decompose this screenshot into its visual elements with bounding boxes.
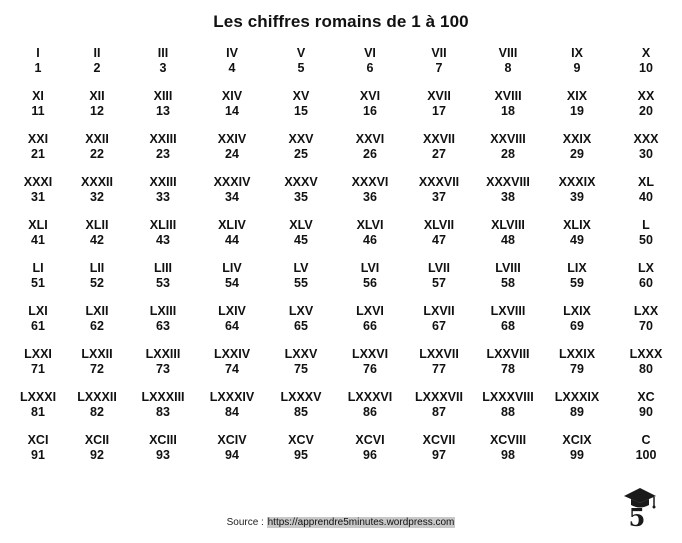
arabic-number: 95 xyxy=(294,448,308,462)
arabic-number: 92 xyxy=(90,448,104,462)
roman-numeral: XXVI xyxy=(355,132,385,146)
roman-numeral: LXI xyxy=(28,304,48,318)
roman-numeral: XXI xyxy=(27,132,49,146)
arabic-number: 46 xyxy=(363,233,377,247)
roman-numeral: LXXVII xyxy=(419,347,459,361)
roman-numeral: XV xyxy=(292,89,310,103)
roman-numeral: LXXVI xyxy=(351,347,389,361)
roman-numeral: LV xyxy=(293,261,309,275)
numeral-cell xyxy=(601,433,682,463)
roman-numeral: XVIII xyxy=(494,89,522,103)
roman-numeral: XLIX xyxy=(563,218,591,232)
arabic-number: 97 xyxy=(432,448,446,462)
roman-numeral: LIII xyxy=(153,261,173,275)
numeral-row xyxy=(0,304,682,347)
arabic-number: 39 xyxy=(570,190,584,204)
arabic-number: 40 xyxy=(639,190,653,204)
roman-numeral: X xyxy=(641,46,651,60)
numeral-row xyxy=(0,89,682,132)
arabic-number: 11 xyxy=(31,104,45,118)
roman-numeral: VII xyxy=(431,46,447,60)
roman-numeral: XCIX xyxy=(562,433,592,447)
arabic-number: 63 xyxy=(156,319,170,333)
arabic-number: 83 xyxy=(156,405,170,419)
roman-numeral: XVI xyxy=(359,89,381,103)
roman-numeral: L xyxy=(642,218,650,232)
source-line xyxy=(0,517,682,528)
roman-numeral: LXIX xyxy=(563,304,591,318)
arabic-number: 59 xyxy=(570,276,584,290)
roman-numeral: XLVII xyxy=(423,218,455,232)
arabic-number: 78 xyxy=(501,362,515,376)
source-url-link[interactable]: https://apprendre5minutes.wordpress.com xyxy=(267,517,455,528)
arabic-number: 1 xyxy=(34,61,42,75)
roman-numeral: XCIV xyxy=(217,433,247,447)
roman-numeral: LXXII xyxy=(81,347,113,361)
numeral-row xyxy=(0,218,682,261)
roman-numeral: LXXXIII xyxy=(141,390,185,404)
roman-numeral: V xyxy=(296,46,306,60)
arabic-number: 15 xyxy=(294,104,308,118)
arabic-number: 31 xyxy=(31,190,45,204)
roman-numeral: IX xyxy=(571,46,583,60)
roman-numeral: XXVII xyxy=(423,132,455,146)
arabic-number: 42 xyxy=(90,233,104,247)
arabic-number: 36 xyxy=(363,190,377,204)
arabic-number: 2 xyxy=(93,61,101,75)
numeral-row xyxy=(0,390,682,433)
roman-numeral: XCII xyxy=(84,433,110,447)
roman-numeral: II xyxy=(93,46,101,60)
arabic-number: 30 xyxy=(639,147,653,161)
numeral-row xyxy=(0,46,682,89)
arabic-number: 84 xyxy=(225,405,239,419)
arabic-number: 13 xyxy=(156,104,170,118)
roman-numeral: XCV xyxy=(288,433,314,447)
arabic-number: 48 xyxy=(501,233,515,247)
arabic-number: 17 xyxy=(432,104,446,118)
roman-numeral: VI xyxy=(364,46,376,60)
roman-numeral: LII xyxy=(89,261,105,275)
arabic-number: 61 xyxy=(31,319,45,333)
arabic-number: 9 xyxy=(573,61,581,75)
arabic-number: 49 xyxy=(570,233,584,247)
roman-numeral: XXXII xyxy=(81,175,113,189)
roman-numeral: LXXXVII xyxy=(415,390,463,404)
roman-numeral: XXXVIII xyxy=(486,175,530,189)
arabic-number: 38 xyxy=(501,190,515,204)
arabic-number: 33 xyxy=(156,190,170,204)
arabic-number: 19 xyxy=(570,104,584,118)
arabic-number: 24 xyxy=(225,147,239,161)
arabic-number: 85 xyxy=(294,405,308,419)
arabic-number: 35 xyxy=(294,190,308,204)
roman-numeral: XXVIII xyxy=(490,132,526,146)
arabic-number: 89 xyxy=(570,405,584,419)
arabic-number: 52 xyxy=(90,276,104,290)
numeral-cell xyxy=(601,132,682,162)
arabic-number: 20 xyxy=(639,104,653,118)
roman-numeral: XXX xyxy=(633,132,659,146)
roman-numeral: XI xyxy=(32,89,44,103)
arabic-number: 25 xyxy=(294,147,308,161)
roman-numeral: XIX xyxy=(566,89,588,103)
arabic-number: 99 xyxy=(570,448,584,462)
numeral-cell xyxy=(601,218,682,248)
roman-numeral: LXXIX xyxy=(558,347,596,361)
arabic-number: 81 xyxy=(31,405,45,419)
arabic-number: 54 xyxy=(225,276,239,290)
roman-numeral: XXIII xyxy=(149,175,177,189)
roman-numeral: LXV xyxy=(288,304,314,318)
roman-numeral: LVI xyxy=(360,261,380,275)
arabic-number: 60 xyxy=(639,276,653,290)
roman-numeral: XLVIII xyxy=(491,218,525,232)
arabic-number: 71 xyxy=(31,362,45,376)
arabic-number: 65 xyxy=(294,319,308,333)
arabic-number: 43 xyxy=(156,233,170,247)
page-title: Les chiffres romains de 1 à 100 xyxy=(213,12,469,31)
roman-numeral: I xyxy=(36,46,40,60)
arabic-number: 93 xyxy=(156,448,170,462)
arabic-number: 21 xyxy=(31,147,45,161)
roman-numeral: XXXV xyxy=(284,175,318,189)
arabic-number: 74 xyxy=(225,362,239,376)
roman-numeral: XLI xyxy=(28,218,48,232)
arabic-number: 67 xyxy=(432,319,446,333)
roman-numeral: XXXVII xyxy=(418,175,460,189)
arabic-number: 98 xyxy=(501,448,515,462)
roman-numeral: LXXIV xyxy=(213,347,251,361)
roman-numeral: XCIII xyxy=(149,433,177,447)
roman-numeral: LXVIII xyxy=(490,304,526,318)
roman-numeral: III xyxy=(157,46,169,60)
arabic-number: 91 xyxy=(31,448,45,462)
roman-numeral: LXXVIII xyxy=(486,347,530,361)
roman-numeral: XCVII xyxy=(422,433,456,447)
arabic-number: 68 xyxy=(501,319,515,333)
roman-numeral: LIV xyxy=(222,261,242,275)
arabic-number: 27 xyxy=(432,147,446,161)
numeral-cell xyxy=(601,390,682,420)
arabic-number: 72 xyxy=(90,362,104,376)
arabic-number: 5 xyxy=(297,61,305,75)
roman-numeral: XIII xyxy=(153,89,173,103)
roman-numeral: XXV xyxy=(288,132,314,146)
roman-numeral: XLIII xyxy=(149,218,177,232)
roman-numeral: XII xyxy=(89,89,105,103)
roman-numeral: XXXI xyxy=(23,175,53,189)
roman-numeral: XX xyxy=(637,89,655,103)
roman-numeral: LXVI xyxy=(356,304,384,318)
arabic-number: 32 xyxy=(90,190,104,204)
arabic-number: 4 xyxy=(228,61,236,75)
arabic-number: 58 xyxy=(501,276,515,290)
arabic-number: 80 xyxy=(639,362,653,376)
arabic-number: 64 xyxy=(225,319,239,333)
arabic-number: 79 xyxy=(570,362,584,376)
arabic-number: 94 xyxy=(225,448,239,462)
arabic-number: 77 xyxy=(432,362,446,376)
arabic-number: 7 xyxy=(435,61,443,75)
arabic-number: 100 xyxy=(635,448,657,462)
roman-numeral: LXXI xyxy=(24,347,52,361)
roman-numeral: LXII xyxy=(85,304,109,318)
arabic-number: 69 xyxy=(570,319,584,333)
roman-numeral: XLIV xyxy=(218,218,246,232)
arabic-number: 8 xyxy=(504,61,512,75)
roman-numeral: LXIV xyxy=(218,304,246,318)
roman-numeral: LXIII xyxy=(149,304,177,318)
roman-numeral: LXVII xyxy=(423,304,455,318)
roman-numeral: VIII xyxy=(498,46,518,60)
arabic-number: 75 xyxy=(294,362,308,376)
arabic-number: 45 xyxy=(294,233,308,247)
numeral-row xyxy=(0,433,682,476)
arabic-number: 70 xyxy=(639,319,653,333)
numeral-cell xyxy=(601,89,682,119)
arabic-number: 53 xyxy=(156,276,170,290)
roman-numeral: LXXXV xyxy=(280,390,322,404)
arabic-number: 41 xyxy=(31,233,45,247)
roman-numeral: XL xyxy=(638,175,654,189)
logo xyxy=(614,482,660,528)
roman-numeral: LXXX xyxy=(629,347,663,361)
roman-numeral: XVII xyxy=(427,89,451,103)
roman-numeral: LXXXIV xyxy=(209,390,255,404)
roman-numeral: LXXXIX xyxy=(554,390,600,404)
arabic-number: 23 xyxy=(156,147,170,161)
arabic-number: 57 xyxy=(432,276,446,290)
numeral-cell xyxy=(601,46,682,76)
arabic-number: 28 xyxy=(501,147,515,161)
arabic-number: 18 xyxy=(501,104,515,118)
roman-numeral: LXXIII xyxy=(145,347,181,361)
arabic-number: 66 xyxy=(363,319,377,333)
roman-numerals-grid xyxy=(0,46,682,476)
arabic-number: 29 xyxy=(570,147,584,161)
graduation-cap-5-icon xyxy=(614,482,660,528)
arabic-number: 14 xyxy=(225,104,239,118)
arabic-number: 12 xyxy=(90,104,104,118)
arabic-number: 56 xyxy=(363,276,377,290)
roman-numeral: XXIII xyxy=(149,132,177,146)
arabic-number: 87 xyxy=(432,405,446,419)
numeral-cell xyxy=(601,261,682,291)
arabic-number: 3 xyxy=(159,61,167,75)
numeral-cell xyxy=(601,347,682,377)
roman-numeral: XLV xyxy=(289,218,313,232)
roman-numeral: LXXXVIII xyxy=(482,390,534,404)
arabic-number: 16 xyxy=(363,104,377,118)
arabic-number: 47 xyxy=(432,233,446,247)
numeral-cell xyxy=(601,175,682,205)
arabic-number: 26 xyxy=(363,147,377,161)
numeral-row xyxy=(0,132,682,175)
arabic-number: 10 xyxy=(639,61,653,75)
arabic-number: 51 xyxy=(31,276,45,290)
arabic-number: 76 xyxy=(363,362,377,376)
arabic-number: 73 xyxy=(156,362,170,376)
roman-numeral: XXXIX xyxy=(558,175,596,189)
arabic-number: 50 xyxy=(639,233,653,247)
arabic-number: 37 xyxy=(432,190,446,204)
roman-numeral: LXXV xyxy=(284,347,318,361)
roman-numeral: XCVI xyxy=(355,433,385,447)
roman-numeral: LXXXI xyxy=(19,390,57,404)
roman-numeral: XXIX xyxy=(562,132,592,146)
roman-numeral: XXXVI xyxy=(351,175,389,189)
arabic-number: 86 xyxy=(363,405,377,419)
roman-numeral: XXIV xyxy=(217,132,247,146)
roman-numeral: XXII xyxy=(85,132,109,146)
numeral-cell xyxy=(601,304,682,334)
roman-numeral: XLII xyxy=(85,218,109,232)
arabic-number: 6 xyxy=(366,61,374,75)
roman-numeral: XC xyxy=(637,390,655,404)
logo-glyph: 5 xyxy=(628,503,646,528)
roman-numeral: LX xyxy=(638,261,654,275)
roman-numeral: LVII xyxy=(428,261,450,275)
roman-numeral: LVIII xyxy=(495,261,521,275)
arabic-number: 55 xyxy=(294,276,308,290)
arabic-number: 96 xyxy=(363,448,377,462)
roman-numeral: XXXIV xyxy=(213,175,251,189)
roman-numeral: LI xyxy=(32,261,44,275)
roman-numeral: XCVIII xyxy=(489,433,527,447)
arabic-number: 88 xyxy=(501,405,515,419)
numeral-row xyxy=(0,261,682,304)
roman-numeral: XIV xyxy=(221,89,243,103)
numeral-row xyxy=(0,347,682,390)
roman-numeral: LXX xyxy=(633,304,659,318)
arabic-number: 90 xyxy=(639,405,653,419)
roman-numeral: C xyxy=(641,433,651,447)
roman-numeral: LIX xyxy=(567,261,587,275)
roman-numeral: LXXXII xyxy=(77,390,117,404)
roman-numeral: IV xyxy=(226,46,238,60)
roman-numeral: LXXXVI xyxy=(347,390,393,404)
arabic-number: 44 xyxy=(225,233,239,247)
arabic-number: 22 xyxy=(90,147,104,161)
arabic-number: 34 xyxy=(225,190,239,204)
roman-numeral: XLVI xyxy=(356,218,384,232)
arabic-number: 82 xyxy=(90,405,104,419)
source-label: Source : xyxy=(226,517,267,528)
numeral-row xyxy=(0,175,682,218)
roman-numeral: XCI xyxy=(27,433,49,447)
arabic-number: 62 xyxy=(90,319,104,333)
